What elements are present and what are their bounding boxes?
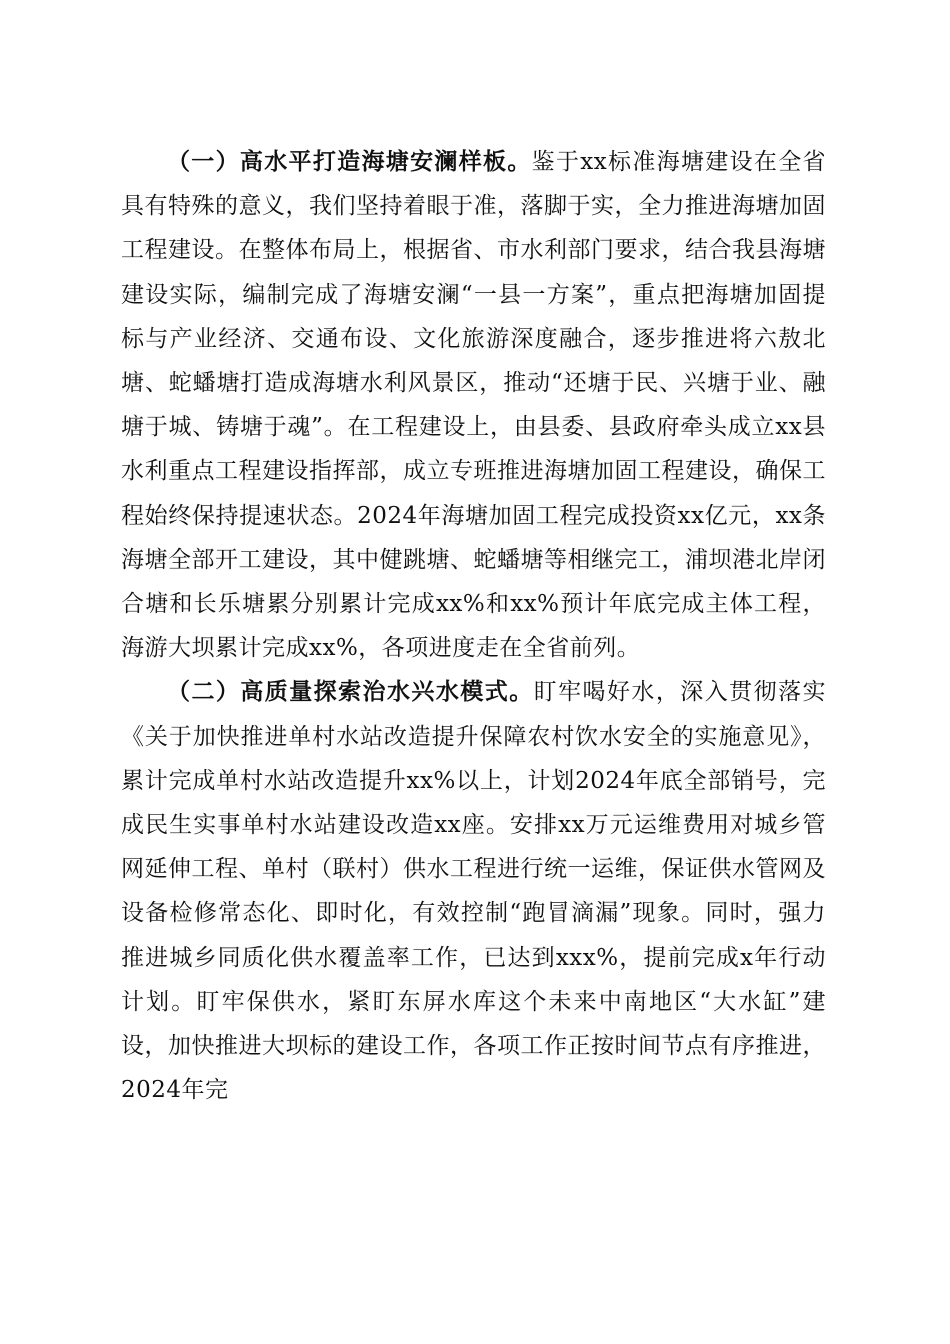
- paragraph-2: [121, 670, 826, 1112]
- document-body: [121, 140, 826, 1112]
- paragraph-2-heading: （二）高质量探索治水兴水模式。: [167, 679, 534, 706]
- paragraph-1-text: 鉴于xx标准海塘建设在全省具有特殊的意义，我们坚持着眼于准，落脚于实，全力推进海塘加固工程建设。在整体布局上，根据省、市水利部门要求，结合我县海塘建设实际，编制完成了海塘安澜“一县一方案”，重点把海塘加固提标与产业经济、交通布设、文化旅游深度融合，逐步推进将六敖北塘、蛇蟠塘打造成海塘水利风景区，推动“还塘于民、兴塘于业、融塘于城、铸塘于魂”。在工程建设上，由县委、县政府牵头成立xx县水利重点工程建设指挥部，成立专班推进海塘加固工程建设，确保工程始终保持提速状态。2024年海塘加固工程完成投资xx亿元，xx条海塘全部开工建设，其中健跳塘、蛇蟠塘等相继完工，浦坝港北岸闭合塘和长乐塘累分别累计完成xx%和xx%预计年底完成主体工程，海游大坝累计完成xx%，各项进度走在全省前列。: [121, 149, 827, 662]
- paragraph-2-text: 盯牢喝好水，深入贯彻落实《关于加快推进单村水站改造提升保障农村饮水安全的实施意见》，累计完成单村水站改造提升xx%以上，计划2024年底全部销号，完成民生实事单村水站建设改造xx座。安排xx万元运维费用对城乡管网延伸工程、单村（联村）供水工程进行统一运维，保证供水管网及设备检修常态化、即时化，有效控制“跑冒滴漏”现象。同时，强力推进城乡同质化供水覆盖率工作，已达到xxx%，提前完成x年行动计划。盯牢保供水，紧盯东屏水库这个未来中南地区“大水缸”建设，加快推进大坝标的建设工作，各项工作正按时间节点有序推进，2024年完: [121, 679, 827, 1104]
- paragraph-1: [121, 140, 826, 670]
- paragraph-1-heading: （一）高水平打造海塘安澜样板。: [167, 149, 532, 175]
